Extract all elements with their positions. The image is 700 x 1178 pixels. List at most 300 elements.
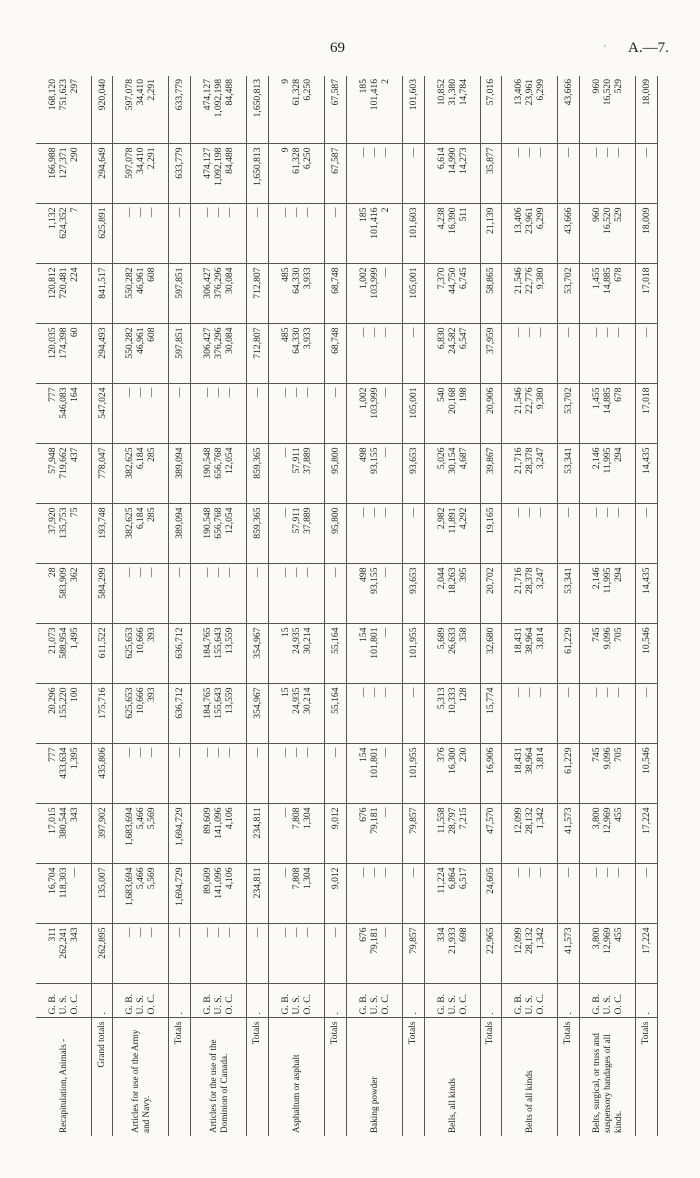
cell-value: 168,120 <box>46 79 58 111</box>
cell-value: — <box>224 387 236 398</box>
value-cell <box>269 504 325 564</box>
country-code: G. B. <box>124 993 136 1015</box>
cell-value: 184,765 <box>202 627 214 659</box>
value-cell <box>113 384 169 444</box>
cell-value: 21,546 <box>513 387 525 414</box>
cell-value: — <box>329 927 341 938</box>
cell-value: 1,092,198 <box>213 79 225 118</box>
cell-value: 38,964 <box>524 747 536 774</box>
cell-value: 24,935 <box>291 627 303 654</box>
cell-value: 376,296 <box>213 327 225 359</box>
cell-value: 166,988 <box>46 147 58 179</box>
cell-value: — <box>202 747 214 758</box>
cell-value: 93,155 <box>368 447 380 474</box>
value-cell <box>558 624 580 684</box>
cell-value: 46,961 <box>135 327 147 354</box>
value-cell <box>36 684 91 744</box>
value-cell <box>402 76 424 144</box>
value-cell <box>169 144 191 204</box>
value-cell <box>325 504 347 564</box>
item-row <box>424 76 480 1136</box>
cell-value: — <box>602 327 614 338</box>
cell-value: 20,906 <box>485 387 497 414</box>
totals-row <box>402 76 424 1136</box>
cell-value: — <box>613 147 625 158</box>
cell-value: 28,797 <box>446 807 458 834</box>
value-cell <box>480 76 502 144</box>
cell-value: 12,054 <box>224 447 236 474</box>
country-codes <box>91 984 113 1018</box>
cell-value: 1,342 <box>535 807 547 830</box>
totals-row <box>558 76 580 1136</box>
value-cell <box>113 324 169 384</box>
cell-value: — <box>174 207 186 218</box>
cell-value: 10,546 <box>641 747 653 774</box>
country-code: . <box>252 1012 264 1015</box>
cell-value: — <box>379 327 391 338</box>
value-cell <box>269 924 325 984</box>
cell-value: 1,304 <box>302 807 314 830</box>
cell-value: 2,291 <box>146 79 158 101</box>
cell-value: 198 <box>457 387 469 402</box>
cell-value: 1,683,694 <box>124 867 136 906</box>
value-cell <box>269 684 325 744</box>
cell-value: — <box>291 927 303 938</box>
cell-value: — <box>280 387 292 398</box>
cell-value: 17,015 <box>46 807 58 834</box>
cell-value: 678 <box>613 387 625 402</box>
cell-value: 698 <box>457 927 469 942</box>
cell-value: — <box>124 207 136 218</box>
value-cell <box>580 76 636 144</box>
value-cell <box>636 684 658 744</box>
value-cell <box>325 684 347 744</box>
cell-value: — <box>641 327 653 338</box>
value-cell <box>480 564 502 624</box>
cell-value: 6,864 <box>446 867 458 890</box>
value-cell <box>169 264 191 324</box>
cell-value: — <box>302 927 314 938</box>
cell-value: 184,765 <box>202 687 214 719</box>
cell-value: — <box>124 387 136 398</box>
cell-value: 16,520 <box>602 207 614 234</box>
cell-value: 6,250 <box>302 79 314 101</box>
cell-value: — <box>174 387 186 398</box>
cell-value: 14,784 <box>457 79 469 106</box>
value-cell <box>269 804 325 864</box>
country-code: O. C. <box>457 993 469 1015</box>
cell-value: 550,282 <box>124 267 136 299</box>
value-cell <box>580 504 636 564</box>
country-code: O. C. <box>379 993 391 1015</box>
cell-value: 4,687 <box>457 447 469 470</box>
cell-value: — <box>357 867 369 878</box>
cell-value: 354,967 <box>252 687 264 719</box>
value-cell <box>424 204 480 264</box>
cell-value: 389,094 <box>174 447 186 479</box>
value-cell <box>91 564 113 624</box>
value-cell <box>191 264 247 324</box>
cell-value: 61,229 <box>563 747 575 774</box>
value-cell <box>91 324 113 384</box>
cell-value: — <box>302 747 314 758</box>
cell-value: — <box>513 507 525 518</box>
cell-value: 28,132 <box>524 927 536 954</box>
cell-value: 7,808 <box>291 807 303 830</box>
value-cell <box>269 384 325 444</box>
cell-value: — <box>513 147 525 158</box>
cell-value: — <box>146 747 158 758</box>
row-label: Baking powder <box>346 1018 402 1136</box>
country-code: G. B. <box>280 993 292 1015</box>
cell-value: 636,712 <box>174 627 186 659</box>
row-label: Belts of all kinds <box>502 1018 558 1136</box>
cell-value: 37,889 <box>302 507 314 534</box>
value-cell <box>558 264 580 324</box>
cell-value: 529 <box>613 79 625 94</box>
cell-value: 485 <box>280 327 292 342</box>
country-code: U. S. <box>57 995 69 1015</box>
cell-value: 37,920 <box>46 507 58 534</box>
cell-value: 16,520 <box>602 79 614 106</box>
cell-value: 6,830 <box>435 327 447 350</box>
value-cell <box>191 684 247 744</box>
value-cell <box>325 624 347 684</box>
cell-value: 705 <box>613 627 625 642</box>
cell-value: — <box>280 807 292 818</box>
row-label: Articles for use of the Army and Navy. <box>113 1018 169 1136</box>
cell-value: 57,016 <box>485 79 497 106</box>
value-cell <box>247 744 269 804</box>
cell-value: — <box>357 147 369 158</box>
cell-value: 285 <box>146 507 158 522</box>
cell-value: 127,371 <box>57 147 69 179</box>
cell-value: 678 <box>613 267 625 282</box>
cell-value: 9,096 <box>602 747 614 770</box>
country-codes <box>325 984 347 1018</box>
value-cell <box>402 804 424 864</box>
value-cell <box>480 264 502 324</box>
value-cell <box>91 684 113 744</box>
cell-value: — <box>407 507 419 518</box>
cell-value: 15,774 <box>485 687 497 714</box>
cell-value: 24,605 <box>485 867 497 894</box>
cell-value: 17,224 <box>641 927 653 954</box>
cell-value: 3,933 <box>302 327 314 350</box>
value-cell <box>191 76 247 144</box>
value-cell <box>580 624 636 684</box>
cell-value: 190,548 <box>202 507 214 539</box>
country-codes <box>580 984 636 1018</box>
cell-value: 1,304 <box>302 867 314 890</box>
cell-value: 285 <box>146 447 158 462</box>
cell-value: — <box>357 327 369 338</box>
cell-value: 393 <box>146 687 158 702</box>
cell-value: 343 <box>68 807 80 822</box>
value-cell <box>36 384 91 444</box>
value-cell <box>636 804 658 864</box>
cell-value: 676 <box>357 807 369 822</box>
value-cell <box>402 444 424 504</box>
cell-value: 14,885 <box>602 267 614 294</box>
cell-value: 39,867 <box>485 447 497 474</box>
value-cell <box>169 204 191 264</box>
value-cell <box>346 444 402 504</box>
cell-value: 75 <box>68 507 80 518</box>
cell-value: 7 <box>68 207 80 213</box>
cell-value: — <box>613 867 625 878</box>
value-cell <box>346 684 402 744</box>
value-cell <box>36 504 91 564</box>
country-code: U. S. <box>524 995 536 1015</box>
cell-value: 380,544 <box>57 807 69 839</box>
value-cell <box>269 264 325 324</box>
value-cell <box>502 144 558 204</box>
value-cell <box>480 324 502 384</box>
value-cell <box>502 804 558 864</box>
value-cell <box>402 864 424 924</box>
value-cell <box>36 864 91 924</box>
cell-value: 21,716 <box>513 447 525 474</box>
cell-value: — <box>124 567 136 578</box>
cell-value: 633,779 <box>174 79 186 111</box>
value-cell <box>424 924 480 984</box>
value-cell <box>480 624 502 684</box>
cell-value: 68,748 <box>329 267 341 294</box>
row-label: Articles for the use of the Dominion of Canada. <box>191 1018 247 1136</box>
cell-value: — <box>302 387 314 398</box>
cell-value: 18,431 <box>513 627 525 654</box>
value-cell <box>636 144 658 204</box>
cell-value: 12,054 <box>224 507 236 534</box>
value-cell <box>325 564 347 624</box>
value-cell <box>580 804 636 864</box>
cell-value: 24,935 <box>291 687 303 714</box>
country-codes <box>402 984 424 1018</box>
cell-value: — <box>213 207 225 218</box>
value-cell <box>580 684 636 744</box>
cell-value: 625,653 <box>124 627 136 659</box>
cell-value: 290 <box>68 147 80 162</box>
cell-value: — <box>213 747 225 758</box>
cell-value: 57,911 <box>291 507 303 534</box>
value-cell <box>36 264 91 324</box>
value-cell <box>113 144 169 204</box>
cell-value: 435,806 <box>96 747 108 779</box>
cell-value: — <box>524 687 536 698</box>
cell-value: 15 <box>280 687 292 698</box>
cell-value: 3,800 <box>591 807 603 830</box>
value-cell <box>325 444 347 504</box>
page-number: 69 <box>330 40 345 56</box>
value-cell <box>269 864 325 924</box>
cell-value: 611,522 <box>96 627 108 659</box>
cell-value: 1,455 <box>591 387 603 410</box>
value-cell <box>558 444 580 504</box>
cell-value: — <box>513 867 525 878</box>
cell-value: — <box>368 867 380 878</box>
cell-value: 141,096 <box>213 867 225 899</box>
cell-value: 382,625 <box>124 507 136 539</box>
cell-value: 30,214 <box>302 687 314 714</box>
value-cell <box>480 384 502 444</box>
value-cell <box>169 504 191 564</box>
cell-value: 17,018 <box>641 267 653 294</box>
cell-value: 455 <box>613 807 625 822</box>
cell-value: 93,653 <box>407 567 419 594</box>
row-label: Totals <box>558 1018 580 1136</box>
value-cell <box>269 624 325 684</box>
country-code: . <box>485 1012 497 1015</box>
value-cell <box>247 76 269 144</box>
cell-value: — <box>641 507 653 518</box>
cell-value: 118,303 <box>57 867 69 899</box>
cell-value: 547,024 <box>96 387 108 419</box>
cell-value: 393 <box>146 627 158 642</box>
cell-value: 294 <box>613 447 625 462</box>
cell-value: 597,078 <box>124 147 136 179</box>
value-cell <box>558 564 580 624</box>
value-cell <box>36 204 91 264</box>
cell-value: 633,779 <box>174 147 186 179</box>
value-cell <box>346 76 402 144</box>
cell-value: 511 <box>457 207 469 222</box>
value-cell <box>502 76 558 144</box>
cell-value: 6,547 <box>457 327 469 350</box>
value-cell <box>113 924 169 984</box>
cell-value: 58,865 <box>485 267 497 294</box>
cell-value: — <box>213 387 225 398</box>
cell-value: 103,999 <box>368 387 380 419</box>
item-row <box>36 76 91 1136</box>
value-cell <box>580 384 636 444</box>
cell-value: 79,181 <box>368 807 380 834</box>
cell-value: 38,964 <box>524 627 536 654</box>
value-cell <box>480 144 502 204</box>
cell-value: 46,961 <box>135 267 147 294</box>
cell-value: 920,040 <box>96 79 108 111</box>
cell-value: 17,224 <box>641 807 653 834</box>
cell-value: 12,099 <box>513 927 525 954</box>
cell-value: 11,891 <box>446 507 458 534</box>
cell-value: 10,333 <box>446 687 458 714</box>
cell-value: 362 <box>68 567 80 582</box>
cell-value: 26,633 <box>446 627 458 654</box>
cell-value: — <box>513 687 525 698</box>
value-cell <box>269 444 325 504</box>
country-codes <box>247 984 269 1018</box>
cell-value: — <box>202 207 214 218</box>
cell-value: 224 <box>68 267 80 282</box>
cell-value: — <box>641 687 653 698</box>
value-cell <box>580 264 636 324</box>
cell-value: 18,431 <box>513 747 525 774</box>
cell-value: — <box>68 867 80 878</box>
cell-value: — <box>379 807 391 818</box>
totals-row <box>480 76 502 1136</box>
cell-value: 101,955 <box>407 747 419 779</box>
cell-value: 1,694,729 <box>174 807 186 846</box>
cell-value: 9,380 <box>535 387 547 410</box>
cell-value: — <box>252 567 264 578</box>
row-label: Totals <box>402 1018 424 1136</box>
value-cell <box>502 744 558 804</box>
cell-value: — <box>146 927 158 938</box>
cell-value: — <box>202 927 214 938</box>
cell-value: 4,292 <box>457 507 469 530</box>
cell-value: 5,466 <box>135 867 147 890</box>
cell-value: 608 <box>146 327 158 342</box>
country-codes <box>502 984 558 1018</box>
value-cell <box>636 204 658 264</box>
value-cell <box>580 204 636 264</box>
value-cell <box>113 564 169 624</box>
cell-value: — <box>357 687 369 698</box>
cell-value: 11,224 <box>435 867 447 894</box>
cell-value: 128 <box>457 687 469 702</box>
cell-value: 498 <box>357 567 369 582</box>
value-cell <box>247 564 269 624</box>
value-cell <box>558 76 580 144</box>
value-cell <box>325 144 347 204</box>
cell-value: 14,990 <box>446 147 458 174</box>
value-cell <box>636 864 658 924</box>
cell-value: — <box>591 867 603 878</box>
cell-value: 376 <box>435 747 447 762</box>
cell-value: 9,012 <box>329 807 341 830</box>
cell-value: 68,748 <box>329 327 341 354</box>
cell-value: 3,247 <box>535 567 547 590</box>
cell-value: 28,378 <box>524 567 536 594</box>
cell-value: — <box>379 147 391 158</box>
value-cell <box>247 924 269 984</box>
cell-value: 101,416 <box>368 79 380 111</box>
value-cell <box>247 144 269 204</box>
cell-value: 154 <box>357 627 369 642</box>
cell-value: 79,181 <box>368 927 380 954</box>
cell-value: 546,083 <box>57 387 69 419</box>
value-cell <box>424 444 480 504</box>
value-cell <box>636 924 658 984</box>
cell-value: 3,814 <box>535 747 547 770</box>
cell-value: 3,247 <box>535 447 547 470</box>
cell-value: — <box>379 747 391 758</box>
cell-value: 9 <box>280 79 292 84</box>
value-cell <box>636 624 658 684</box>
cell-value: — <box>146 567 158 578</box>
cell-value: 11,558 <box>435 807 447 834</box>
cell-value: 13,406 <box>513 79 525 106</box>
cell-value: 294,493 <box>96 327 108 359</box>
cell-value: 23,961 <box>524 79 536 106</box>
value-cell <box>191 144 247 204</box>
cell-value: 44,750 <box>446 267 458 294</box>
country-code: . <box>329 1012 341 1015</box>
value-cell <box>636 444 658 504</box>
cell-value: 597,851 <box>174 267 186 299</box>
value-cell <box>558 504 580 564</box>
cell-value: 751,623 <box>57 79 69 111</box>
value-cell <box>36 624 91 684</box>
country-codes <box>269 984 325 1018</box>
cell-value: 89,609 <box>202 867 214 894</box>
cell-value: 2 <box>379 207 391 213</box>
value-cell <box>580 324 636 384</box>
country-code: O. C. <box>613 993 625 1015</box>
value-cell <box>325 744 347 804</box>
cell-value: — <box>135 567 147 578</box>
cell-value: — <box>280 747 292 758</box>
